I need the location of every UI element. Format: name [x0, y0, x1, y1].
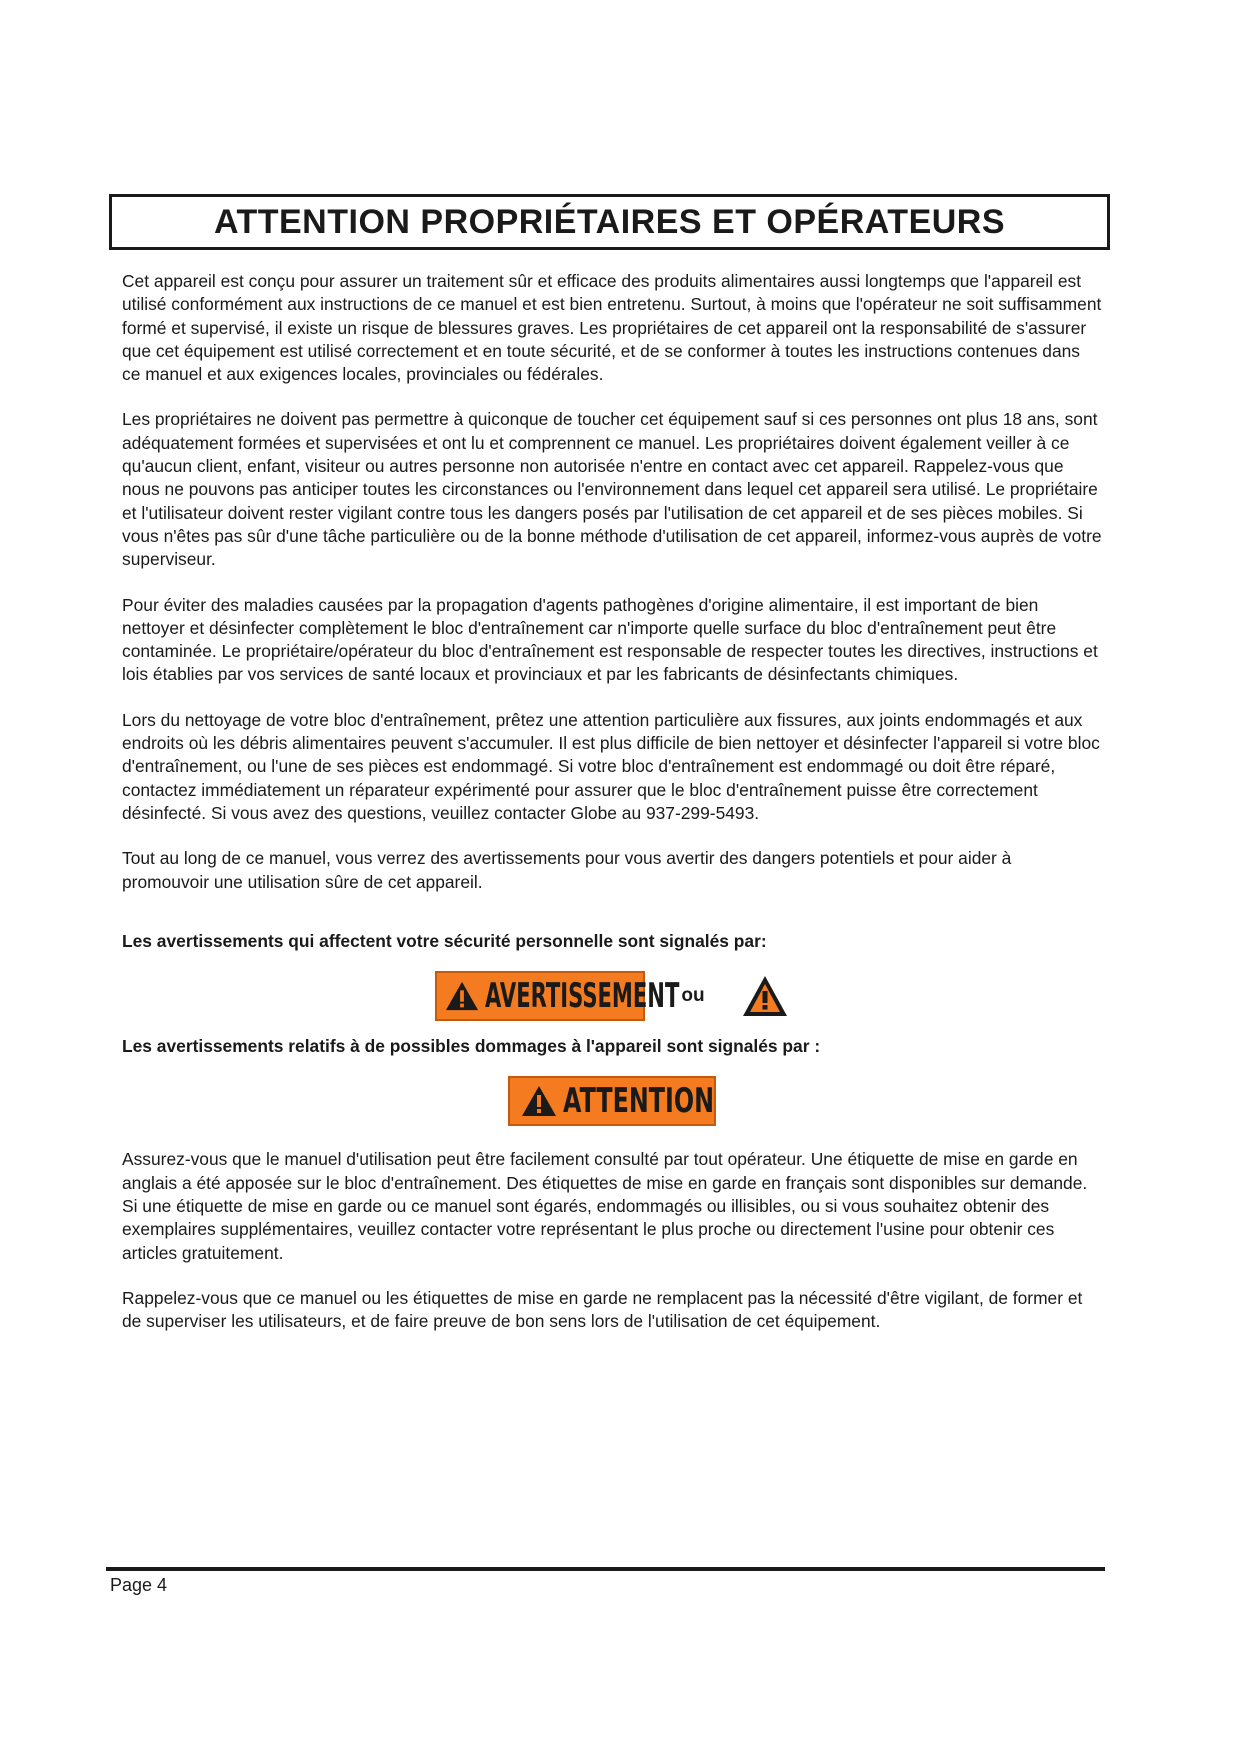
warning-triangle-icon: [521, 1085, 557, 1117]
content: [122, 270, 1102, 1356]
avertissement-label: AVERTISSEMENT: [485, 976, 680, 1017]
attention-symbol-row: [122, 1076, 1102, 1126]
paragraph-warnings-intro: Tout au long de ce manuel, vous verrez des avertissements pour vous avertir des dangers potentiels et pour aider à promouvoir une utilisation sûre de cet appareil.: [122, 848, 1012, 892]
footer-rule: [106, 1567, 1105, 1571]
attention-label: ATTENTION: [563, 1081, 715, 1122]
warning-symbols-row: [122, 971, 1102, 1021]
paragraph-owners: Les propriétaires ne doivent pas permettre à quiconque de toucher cet équipement sauf si ces personnes ont plus 18 ans, sont adéquatement formées et supervisées et ont lu et comprennent ce manuel. Les propriétaires doivent également veiller à ce qu'aucun client, enfant, visiteur ou autres personne non autorisée n'entre en contact avec cet appareil. Rappelez-vous que nous ne pouvons pas anticiper toutes les circonstances ou l'environnement dans lequel cet appareil sera utilisé. Le propriétaire et l'utilisateur doivent rester vigilant contre tous les dangers posés par l'utilisation de cet appareil et de ses pièces mobiles. Si vous n'êtes pas sûr d'une tâche particulière ou de la bonne méthode d'utilisation de cet appareil, informez-vous auprès de votre superviseur.: [122, 409, 1102, 570]
attention-badge: [508, 1076, 716, 1126]
title-box: [109, 194, 1110, 250]
paragraph-intro: Cet appareil est conçu pour assurer un traitement sûr et efficace des produits alimentaires aussi longtemps que l'appareil est utilisé conformément aux instructions de ce manuel et est bien entretenu. Surtout, à moins que l'opérateur ne soit suffisamment formé et supervisé, il existe un risque de blessures graves. Les propriétaires de cet appareil ont la responsabilité de s'assurer que cet équipement est utilisé correctement et en toute sécurité, et de se conformer à toutes les instructions contenues dans ce manuel et aux exigences locales, provinciales ou fédérales.: [122, 271, 1102, 385]
page-number: Page 4: [110, 1575, 168, 1595]
paragraph-reminder: Rappelez-vous que ce manuel ou les étiquettes de mise en garde ne remplacent pas la nécessité d'être vigilant, de former et de superviser les utilisateurs, et de faire preuve de bon sens lors de l'utilisation de cet équipement.: [122, 1287, 1083, 1332]
damage-warning-heading: Les avertissements relatifs à de possibles dommages à l'appareil sont signalés par :: [122, 1036, 821, 1057]
warning-triangle-icon: [445, 980, 479, 1012]
paragraph-cleaning: Lors du nettoyage de votre bloc d'entraînement, prêtez une attention particulière aux fissures, aux joints endommagés et aux endroits où les débris alimentaires peuvent s'accumuler. Il est plus difficile de bien nettoyer et désinfecter l'appareil si votre bloc d'entraînement, ou l'une de ses pièces est endommagé. Si votre bloc d'entraînement est endommagé ou doit être réparé, contactez immédiatement un réparateur expérimenté pour assurer que le bloc d'entraînement puisse être correctement désinfecté. Si vous avez des questions, veuillez contacter Globe au 937-299-5493.: [122, 709, 1100, 823]
warning-triangle-icon: [741, 974, 789, 1018]
paragraph-pathogens: Pour éviter des maladies causées par la propagation d'agents pathogènes d'origine alimentaire, il est important de bien nettoyer et désinfecter complètement le bloc d'entraînement car n'importe quelle surface du bloc d'entraînement peut être contaminée. Le propriétaire/opérateur du bloc d'entraînement est responsable de respecter toutes les directives, instructions et lois établies par vos services de santé locaux et provinciaux et par les fabricants de désinfectants chimiques.: [122, 594, 1098, 685]
page-title: ATTENTION PROPRIÉTAIRES ET OPÉRATEURS: [213, 202, 1006, 241]
avertissement-badge: [435, 971, 680, 1021]
or-text: ou: [681, 985, 705, 1007]
personal-warning-heading: Les avertissements qui affectent votre sécurité personnelle sont signalés par:: [122, 930, 767, 951]
paragraph-manual-access: Assurez-vous que le manuel d'utilisation peut être facilement consulté par tout opérateur. Une étiquette de mise en garde en anglais a été apposée sur le bloc d'entraînement. Des étiquettes de mise en garde en français sont disponibles sur demande. Si une étiquette de mise en garde ou ce manuel sont égarés, endommagés ou illisibles, ou si vous souhaitez obtenir des exemplaires supplémentaires, veuillez contacter votre représentant le plus proche ou directement l'usine pour obtenir ces articles gratuitement.: [122, 1149, 1088, 1263]
